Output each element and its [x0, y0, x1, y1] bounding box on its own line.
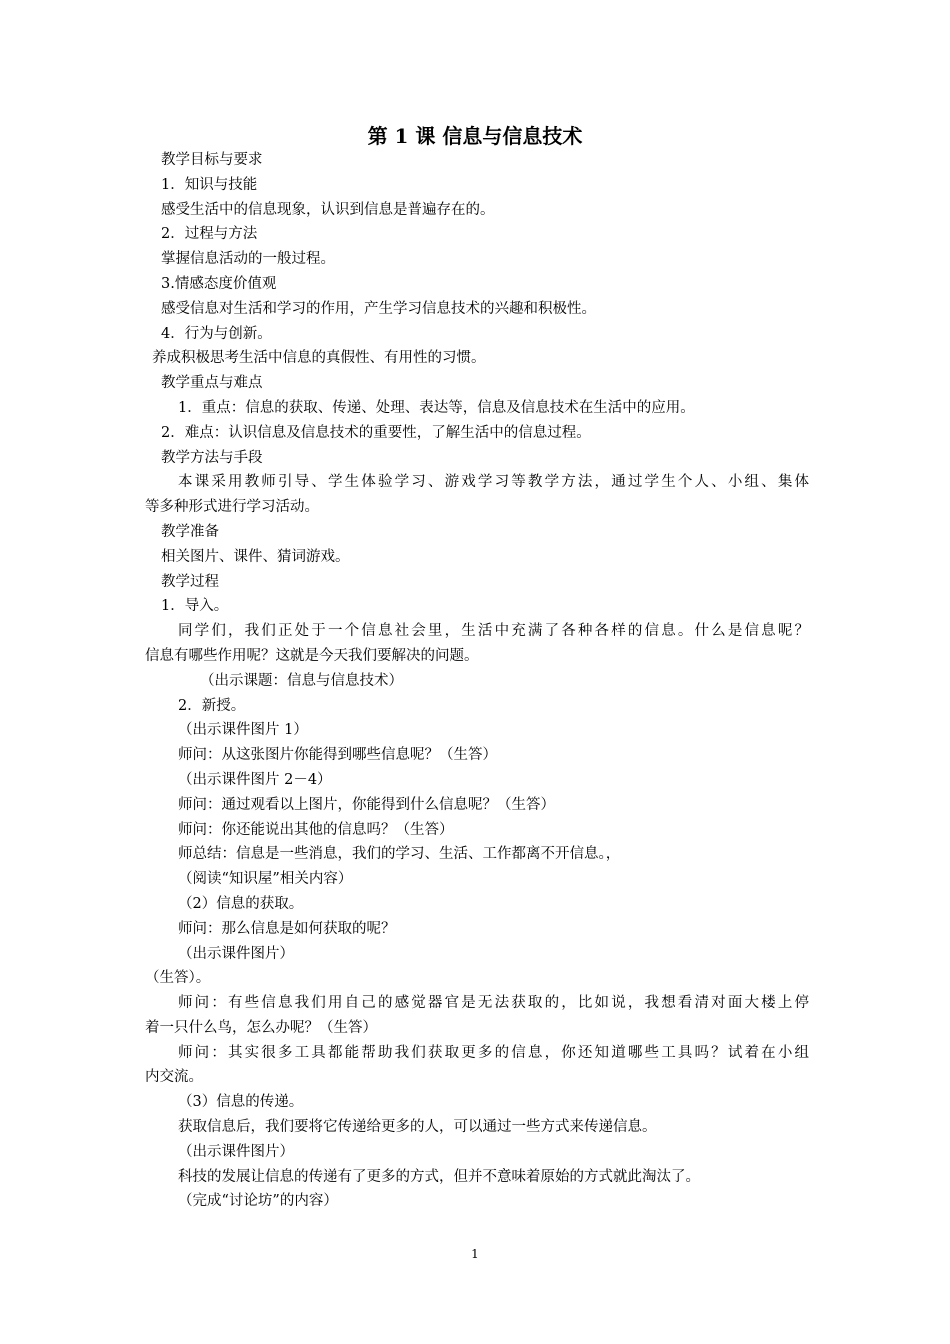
- paragraph-line: 相关图片、课件、猜词游戏。: [161, 548, 350, 565]
- paragraph-line: （生答）。: [145, 970, 211, 987]
- paragraph-line: （出示课件图片）: [178, 945, 294, 962]
- paragraph-line: （3）信息的传递。: [178, 1094, 304, 1111]
- paragraph-line: 师问：从这张图片你能得到哪些信息呢？（生答）: [178, 747, 497, 764]
- paragraph-line: 师问：那么信息是如何获取的呢？: [178, 920, 396, 937]
- paragraph-line: （出示课件图片 1）: [178, 722, 308, 739]
- paragraph-line: 1．导入。: [161, 598, 229, 615]
- paragraph-line: 1．重点：信息的获取、传递、处理、表达等，信息及信息技术在生活中的应用。: [178, 399, 695, 416]
- paragraph-line: （出示课件图片 2－4）: [178, 771, 332, 788]
- paragraph-line: 2．过程与方法: [161, 226, 258, 243]
- paragraph-line: （完成“讨论坊”的内容）: [178, 1193, 338, 1210]
- paragraph-line: 掌握信息活动的一般过程。: [161, 251, 335, 268]
- paragraph-line: 师问：通过观看以上图片，你能得到什么信息呢？（生答）: [178, 796, 555, 813]
- paragraph-line: 内交流。: [145, 1069, 203, 1086]
- paragraph-line: 本课采用教师引导、学生体验学习、游戏学习等教学方法，通过学生个人、小组、集体: [178, 474, 809, 491]
- paragraph-line: 2．新授。: [178, 697, 246, 714]
- paragraph-line: 师问：你还能说出其他的信息吗？（生答）: [178, 821, 454, 838]
- paragraph-line: （出示课题：信息与信息技术）: [200, 672, 403, 689]
- paragraph-line: 获取信息后，我们要将它传递给更多的人，可以通过一些方式来传递信息。: [178, 1119, 657, 1136]
- paragraph-line: 养成积极思考生活中信息的真假性、有用性的习惯。: [152, 350, 486, 367]
- section-heading: 教学目标与要求: [161, 152, 263, 168]
- paragraph-line: 1．知识与技能: [161, 176, 258, 193]
- section-heading: 教学准备: [161, 523, 219, 540]
- paragraph-line: 着一只什么鸟，怎么办呢？（生答）: [145, 1019, 377, 1036]
- paragraph-line: 同学们，我们正处于一个信息社会里，生活中充满了各种各样的信息。什么是信息呢？: [178, 623, 809, 640]
- document-title: 第 1 课 信息与信息技术: [367, 124, 583, 148]
- paragraph-line: 4．行为与创新。: [161, 325, 272, 342]
- page-number: 1: [471, 1247, 479, 1261]
- paragraph-line: 师问：有些信息我们用自己的感觉器官是无法获取的，比如说，我想看清对面大楼上停: [178, 995, 809, 1012]
- paragraph-line: 3.情感态度价值观: [161, 275, 277, 292]
- section-heading: 教学过程: [161, 573, 219, 590]
- paragraph-line: 信息有哪些作用呢？这就是今天我们要解决的问题。: [145, 647, 479, 664]
- paragraph-line: 感受生活中的信息现象，认识到信息是普遍存在的。: [161, 201, 495, 218]
- section-heading: 教学重点与难点: [161, 375, 263, 392]
- paragraph-line: 感受信息对生活和学习的作用，产生学习信息技术的兴趣和积极性。: [161, 300, 596, 317]
- paragraph-line: （出示课件图片）: [178, 1143, 294, 1160]
- section-heading: 教学方法与手段: [161, 449, 263, 466]
- document-body: [145, 148, 809, 1214]
- paragraph-line: （阅读“知识屋”相关内容）: [178, 871, 353, 888]
- paragraph-line: 师总结：信息是一些消息，我们的学习、生活、工作都离不开信息。，: [178, 846, 621, 863]
- paragraph-line: （2）信息的获取。: [178, 895, 304, 912]
- paragraph-line: 等多种形式进行学习活动。: [145, 499, 319, 516]
- paragraph-line: 师问：其实很多工具都能帮助我们获取更多的信息，你还知道哪些工具吗？试着在小组: [178, 1044, 809, 1061]
- paragraph-line: 科技的发展让信息的传递有了更多的方式，但并不意味着原始的方式就此淘汰了。: [178, 1168, 700, 1185]
- paragraph-line: 2．难点：认识信息及信息技术的重要性，了解生活中的信息过程。: [161, 424, 591, 441]
